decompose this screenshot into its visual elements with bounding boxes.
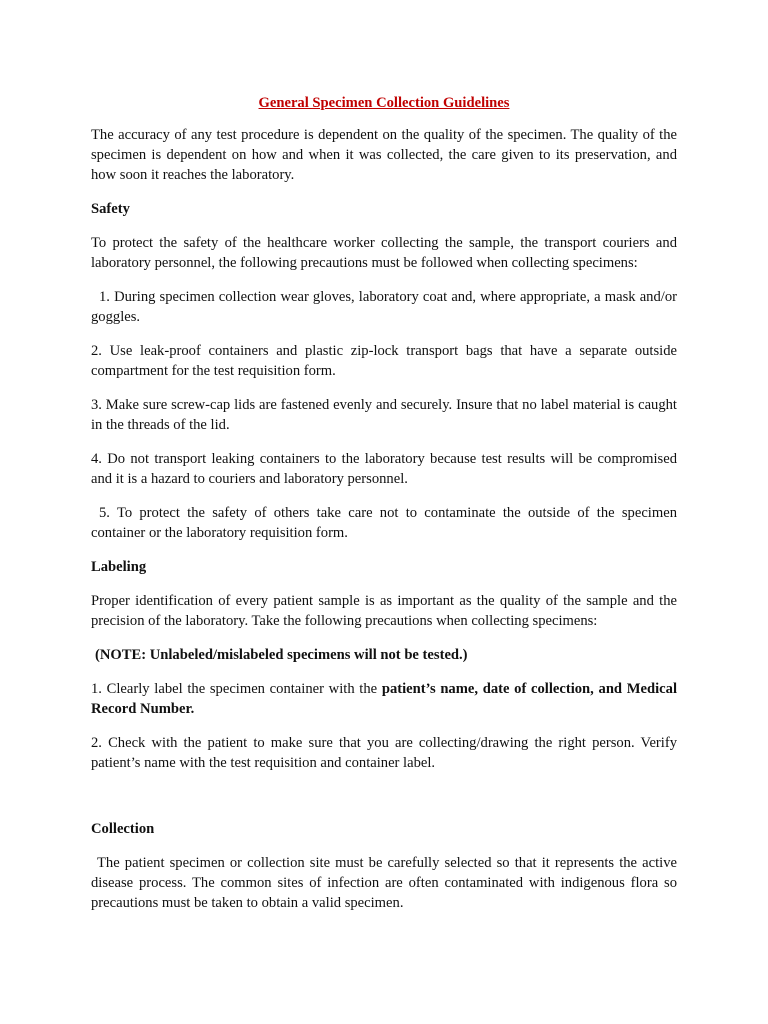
safety-item-2: 2. Use leak-proof containers and plastic zip-lock transport bags that have a separate outside compartment for the test requisition form. [91,343,677,379]
document-title: General Specimen Collection Guidelines [258,95,510,111]
intro-paragraph: The accuracy of any test procedure is dependent on the quality of the specimen. The quality of the specimen is dependent on how and when it was collected, the care given to its preservation, and how soon it reaches the laboratory. [91,127,677,183]
safety-intro: To protect the safety of the healthcare worker collecting the sample, the transport couriers and laboratory personnel, the following precautions must be followed when collecting specimens: [91,235,677,271]
safety-item-4: 4. Do not transport leaking containers to the laboratory because test results will be compromised and it is a hazard to couriers and laboratory personnel. [91,451,677,487]
safety-item-3: 3. Make sure screw-cap lids are fastened evenly and securely. Insure that no label material is caught in the threads of the lid. [91,397,677,433]
safety-heading: Safety [91,201,130,217]
spacer [91,787,677,819]
labeling-item-1-bold: patient’s name, date of collection, and Medical Record Number. [91,681,677,717]
safety-item-5: 5. To protect the safety of others take care not to contaminate the outside of the specimen container or the laboratory requisition form. [91,505,677,541]
document-body [91,93,677,927]
collection-paragraph: The patient specimen or collection site must be carefully selected so that it represents the active disease process. The common sites of infection are often contaminated with indigenous flora so precautions must be taken to obtain a valid specimen. [91,855,677,911]
labeling-item-1-text: 1. Clearly label the specimen container with the [91,681,382,697]
labeling-item-1 [91,679,677,719]
labeling-item-2: 2. Check with the patient to make sure that you are collecting/drawing the right person. Verify patient’s name with the test requisition and container label. [91,735,677,771]
collection-heading: Collection [91,821,155,837]
safety-item-1: 1. During specimen collection wear gloves, laboratory coat and, where appropriate, a mask and/or goggles. [91,289,677,325]
labeling-heading: Labeling [91,559,147,575]
labeling-note: (NOTE: Unlabeled/mislabeled specimens will not be tested.) [95,647,468,663]
labeling-intro: Proper identification of every patient sample is as important as the quality of the sample and the precision of the laboratory. Take the following precautions when collecting specimens: [91,593,677,629]
